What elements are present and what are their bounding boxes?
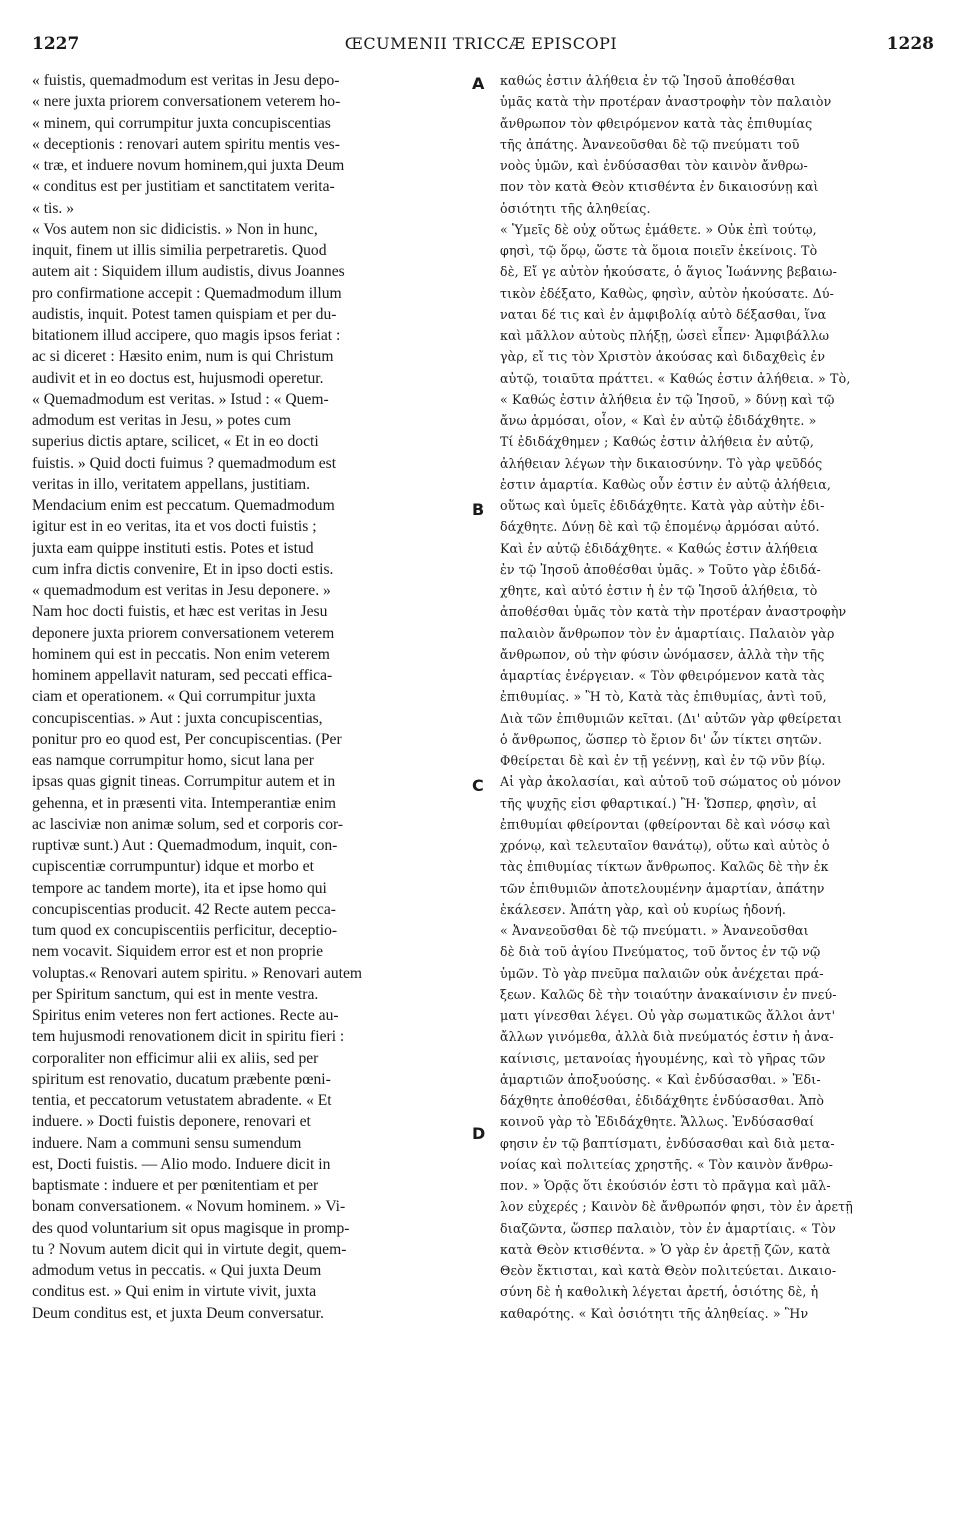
latin-text-line: admodum est veritas in Jesu, » potes cum	[32, 412, 291, 429]
greek-text-line: ἐκάλεσεν. Ἀπάτη γὰρ, καὶ οὐ κυρίως ἡδονή.	[500, 901, 787, 917]
latin-text-line: admodum vetus in peccatis. « Qui juxta Deum	[32, 1262, 322, 1279]
latin-text-line: ac si diceret : Hæsito enim, num is qui Christum	[32, 348, 334, 366]
latin-text-line: pro confirmatione accepit : Quemadmodum illum	[32, 284, 342, 302]
latin-text-line: voluptas.« Renovari autem spiritu. » Renovari autem	[32, 964, 362, 982]
greek-column	[500, 70, 935, 1324]
greek-text-line: τὰς ἐπιθυμίας τίκτων ἄνθρωπος. Καλῶς δὲ τὴν ἐκ	[500, 859, 829, 875]
latin-text-line: hominem qui est in peccatis. Non enim veterem	[32, 645, 330, 663]
latin-text-line: ac lasciviæ non animæ solum, sed et corporis cor-	[32, 815, 344, 833]
latin-text-line: « conditus est per justitiam et sanctitatem verita-	[32, 178, 335, 196]
latin-text-line: « quemadmodum est veritas in Jesu deponere. »	[32, 582, 331, 599]
latin-text-line: corporaliter non efficimur alii ex aliis, sed per	[32, 1049, 319, 1067]
greek-text-line: νοίας καὶ πολιτείας χρηστῆς. « Τὸν καινὸν ἄνθρω-	[500, 1156, 834, 1172]
latin-text-line: bitationem illud accipere, quo magis ipsos feriat :	[32, 327, 341, 344]
greek-text-line: τῆς ψυχῆς εἰσι φθαρτικαί.) Ἢ· Ὥσπερ, φησὶν, αἱ	[500, 795, 818, 811]
latin-text-line: concupiscentias. » Aut : juxta concupiscentias,	[32, 709, 323, 727]
latin-text-line: tem hujusmodi renovationem dicit in spiritu fieri :	[32, 1028, 345, 1046]
page-number-right: 1228	[886, 34, 934, 54]
running-title: ŒCUMENII TRICCÆ EPISCOPI	[344, 34, 618, 53]
greek-text-line: οὕτως καὶ ὑμεῖς ἐδιδάχθητε. Κατὰ γὰρ αὐτὴν ἐδι-	[500, 498, 825, 513]
latin-text-line: baptismate : induere et per pœnitentiam et per	[32, 1177, 319, 1194]
latin-text-line: « træ, et induere novum hominem,qui juxta Deum	[32, 157, 345, 174]
latin-text-line: gehenna, et in præsenti vita. Intemperantiæ enim	[32, 794, 336, 812]
latin-text-line: Nam hoc docti fuistis, et hæc est veritas in Jesu	[32, 603, 328, 621]
greek-text-line: ὁσιότητι τῆς ἀληθείας.	[500, 200, 651, 216]
latin-text-line: des quod voluntarium sit opus magisque in promp-	[32, 1219, 350, 1237]
greek-text-line: ἄλλων γινόμεθα, ἀλλὰ διὰ πνεύματός ἐστιν ἡ ἀνα-	[500, 1029, 834, 1045]
latin-text-line: concupiscentias producit. 42 Recte autem pecca-	[32, 900, 336, 918]
greek-text-line: ἐν τῷ Ἰησοῦ ἀποθέσθαι ὑμᾶς. » Τοῦτο γὰρ ἐδιδά-	[500, 561, 821, 577]
latin-text-line: « Vos autem non sic didicistis. » Non in hunc,	[32, 220, 318, 238]
greek-text-line: παλαιὸν ἄνθρωπον τὸν ἐν ἁμαρτίαις. Παλαιὸν γὰρ	[500, 625, 835, 641]
latin-text-line: ponitur pro eo quod est, Per concupiscentias. (Per	[32, 730, 342, 748]
section-marker-a: A	[472, 74, 485, 93]
greek-text-line: ξεων. Καλῶς δὲ τὴν τοιαύτην ἀνακαίνισιν ἐν πνεύ-	[500, 986, 837, 1002]
latin-text-line: « Quemadmodum est veritas. » Istud : « Quem-	[32, 390, 329, 408]
greek-text-line: Θεὸν ἔκτισται, καὶ κατὰ Θεὸν πολιτεύεται. Δικαιο-	[500, 1263, 837, 1278]
greek-text-line: τικὸν ἐδέξατο, Καθὼς, φησὶν, αὐτὸν ἠκούσατε. Δύ-	[500, 285, 835, 301]
latin-text-line: audivit et in eo doctus est, hujusmodi operetur.	[32, 369, 324, 387]
latin-text-line: veritas in illo, veritatem appellans, justitiam.	[32, 475, 311, 493]
greek-text-line: καίνισις, μετανοίας ἡγουμένης, καὶ τὸ γῆρας τῶν	[500, 1050, 826, 1066]
greek-text-line: καθώς ἐστιν ἀλήθεια ἐν τῷ Ἰησοῦ ἀποθέσθαι	[500, 73, 796, 88]
latin-text-line: induere. Nam a communi sensu sumendum	[32, 1134, 302, 1152]
greek-text-line: δάχθητε ἀποθέσθαι, ἐδιδάχθητε ἐνδύσασθαι. Ἀπὸ	[500, 1093, 825, 1108]
greek-text-line: νοὸς ὑμῶν, καὶ ἐνδύσασθαι τὸν καινὸν ἄνθρω-	[500, 158, 808, 173]
greek-text-line: τῶν ἐπιθυμιῶν ἀποτελουμένην ἁμαρτίαν, ἀπάτην	[500, 880, 825, 896]
greek-text-line: χθητε, καὶ αὐτό ἐστιν ἡ ἐν τῷ Ἰησοῦ ἀλήθεια, τὸ	[500, 583, 818, 598]
greek-text-line: δὲ, Εἴ γε αὐτὸν ἠκούσατε, ὁ ἅγιος Ἰωάννης βεβαιω-	[500, 264, 838, 280]
greek-text-line: φησιν ἐν τῷ βαπτίσματι, ἐνδύσασθαι καὶ διὰ μετα-	[500, 1135, 835, 1151]
greek-text-line: ναται δέ τις καὶ ἐν ἀμφιβολίᾳ αὐτὸ δέξασθαι, ἵνα	[500, 306, 827, 322]
greek-text-line: Διὰ τῶν ἐπιθυμιῶν κεῖται. (Δι' αὐτῶν γὰρ φθείρεται	[500, 710, 843, 726]
greek-text-line: Τί ἐδιδάχθημεν ; Καθώς ἐστιν ἀλήθεια ἐν αὐτῷ,	[500, 434, 814, 450]
latin-text-line: Mendacium enim est peccatum. Quemadmodum	[32, 497, 335, 514]
latin-text-line: est, Docti fuistis. — Alio modo. Induere dicit in	[32, 1155, 331, 1173]
latin-text-line: eas namque corrumpitur homo, sicut lana per	[32, 752, 314, 769]
latin-text-line: inquit, finem ut illis similia perpetraretis. Quod	[32, 242, 327, 259]
latin-text-line: autem ait : Siquidem illum audistis, divus Joannes	[32, 263, 345, 281]
greek-text-line: δάχθητε. Δύνῃ δὲ καὶ τῷ ἑπομένῳ ἁρμόσαι αὐτό.	[500, 519, 820, 535]
section-marker-d: D	[472, 1124, 486, 1143]
latin-text-line: « fuistis, quemadmodum est veritas in Jesu depo-	[32, 72, 340, 89]
latin-text-line: per Spiritum sanctum, qui est in mente vestra.	[32, 985, 319, 1003]
latin-text-line: hominem appellavit naturam, sed peccati effica-	[32, 667, 333, 684]
latin-text-line: cum infra dictis convenire, Et in ipso docti estis.	[32, 560, 334, 578]
latin-text-line: spiritum est renovatio, ducatum præbente pœni-	[32, 1070, 331, 1088]
greek-text-line: ὑμᾶς κατὰ τὴν προτέραν ἀναστροφὴν τὸν παλαιὸν	[500, 94, 832, 110]
latin-text-line: juxta eam quippe instituti estis. Potes et istud	[32, 539, 314, 557]
latin-text-line: « nere juxta priorem conversationem veterem ho-	[32, 93, 341, 111]
greek-text-line: ἁμαρτιῶν ἀποξυούσης. « Καὶ ἐνδύσασθαι. » Ἐδι-	[500, 1071, 821, 1087]
latin-column	[32, 70, 468, 1324]
greek-text-line: ἐπιθυμίαι φθείρονται (φθείρονται δὲ καὶ νόσῳ καὶ	[500, 816, 831, 832]
greek-text-line: ματι γίνεσθαι λέγει. Οὐ γὰρ σωματικῶς ἄλλοι ἀντ'	[500, 1008, 836, 1023]
latin-text-line: ciam et operationem. « Qui corrumpitur juxta	[32, 688, 316, 706]
greek-text-line: ὑμῶν. Τὸ γὰρ πνεῦμα παλαιῶν οὐκ ἀνέχεται πρά-	[500, 965, 824, 981]
section-marker-b: B	[472, 500, 485, 519]
latin-text-line: Deum conditus est, et juxta Deum conversatur.	[32, 1304, 324, 1322]
greek-text-line: καὶ μᾶλλον αὐτοὺς πλήξῃ, ὡσεὶ εἶπεν· Ἀμφιβάλλω	[500, 328, 830, 343]
latin-text-line: tempore ac tandem morte), ita et ipse homo qui	[32, 879, 327, 897]
latin-text-line: deponere juxta priorem conversationem veterem	[32, 624, 335, 642]
latin-text-line: igitur est in eo veritas, ita et vos docti fuistis ;	[32, 518, 317, 536]
greek-text-line: σύνη δὲ ἡ καθολικὴ λέγεται ἀρετή, ὁσιότης δὲ, ἡ	[500, 1284, 819, 1300]
greek-text-line: ἀλήθειαν λέγων τὴν δικαιοσύνην. Τὸ γὰρ ψεῦδός	[500, 455, 823, 471]
latin-text-line: tu ? Novum autem dicit qui in virtute degit, quem-	[32, 1240, 347, 1258]
greek-text-line: πον τὸν κατὰ Θεὸν κτισθέντα ἐν δικαιοσύνῃ καὶ	[500, 179, 819, 195]
greek-text-line: χρόνῳ, καὶ τελευταῖον θανάτῳ), οὕτω καὶ αὐτὸς ὁ	[500, 838, 830, 853]
greek-text-line: πον. » Ὁρᾷς ὅτι ἑκούσιόν ἐστι τὸ πρᾶγμα καὶ μᾶλ-	[500, 1178, 831, 1193]
greek-text-line: λον εὐχερές ; Καινὸν δὲ ἄνθρωπόν φησι, τὸν ἐν ἀρετῇ	[500, 1199, 853, 1215]
latin-text-line: « minem, qui corrumpitur juxta concupiscentias	[32, 114, 331, 132]
page-number-left: 1227	[32, 34, 80, 54]
greek-text-line: ἄνθρωπον τὸν φθειρόμενον κατὰ τὰς ἐπιθυμίας	[500, 115, 813, 131]
latin-text-line: tum quod ex concupiscentiis perficitur, deceptio-	[32, 922, 338, 939]
latin-text-line: audistis, inquit. Potest tamen quispiam et per du-	[32, 305, 337, 323]
latin-text-line: ruptivæ sunt.) Aut : Quemadmodum, inquit, con-	[32, 837, 338, 854]
greek-text-line: « Καθώς ἐστιν ἀλήθεια ἐν τῷ Ἰησοῦ, » δύνῃ καὶ τῷ	[500, 391, 835, 407]
latin-text-line: « tis. »	[32, 199, 75, 217]
greek-text-line: τῆς ἀπάτης. Ἀνανεοῦσθαι δὲ τῷ πνεύματι τοῦ	[500, 136, 800, 152]
greek-text-line: κατὰ Θεὸν κτισθέντα. » Ὁ γὰρ ἐν ἀρετῇ ζῶν, κατὰ	[500, 1241, 831, 1257]
latin-text-line: tentia, et peccatorum vetustatem abradente. « Et	[32, 1092, 332, 1109]
greek-text-line: « Ὑμεῖς δὲ οὐχ οὕτως ἐμάθετε. » Οὐκ ἐπὶ τούτῳ,	[500, 221, 817, 237]
greek-text-line: διαζῶντα, ὥσπερ παλαιὸν, τὸν ἐν ἁμαρτίαις. « Τὸν	[500, 1220, 836, 1236]
greek-text-line: ἀποθέσθαι ὑμᾶς τὸν κατὰ τὴν προτέραν ἀναστροφὴν	[500, 604, 847, 620]
latin-text-line: induere. » Docti fuistis deponere, renovari et	[32, 1113, 311, 1131]
section-marker-c: C	[472, 776, 484, 795]
greek-text-line: Φθείρεται δὲ καὶ ἐν τῇ γεέννῃ, καὶ ἐν τῷ νῦν βίῳ.	[500, 753, 826, 768]
latin-text-line: nem vocavit. Siquidem error est et non proprie	[32, 943, 324, 961]
greek-text-line: ἐστιν ἁμαρτία. Καθὼς οὖν ἐστιν ἐν αὐτῷ ἀλήθεια,	[500, 476, 832, 492]
latin-text-line: superius dictis aptare, scilicet, « Et in eo docti	[32, 433, 319, 451]
greek-text-line: ἄνθρωπον, οὐ τὴν φύσιν ὠνόμασεν, ἀλλὰ τὴν τῆς	[500, 646, 825, 662]
greek-text-line: ἁμαρτίας ἐνέργειαν. « Τὸν φθειρόμενον κατὰ τὰς	[500, 668, 825, 683]
latin-text-line: bonam conversationem. « Novum hominem. » Vi-	[32, 1198, 346, 1216]
greek-text-line: ἄνω ἁρμόσαι, οἷον, « Καὶ ἐν αὐτῷ ἐδιδάχθητε. »	[500, 413, 817, 428]
latin-text-line: cupiscentiæ corrumpuntur) idque et morbo et	[32, 858, 314, 876]
greek-text-line: δὲ διὰ τοῦ ἁγίου Πνεύματος, τοῦ ὄντος ἐν τῷ νῷ	[500, 944, 821, 960]
latin-text-line: ipsas quas gignit tineas. Corrumpitur autem et in	[32, 773, 336, 791]
greek-text-line: καθαρότης. « Καὶ ὁσιότητι τῆς ἀληθείας. » Ἣν	[500, 1305, 809, 1321]
greek-text-line: Αἱ γὰρ ἀκολασίαι, καὶ αὐτοῦ τοῦ σώματος οὐ μόνον	[500, 774, 842, 790]
greek-text-line: γὰρ, εἴ τις τὸν Χριστὸν ἀκούσας καὶ διδαχθεὶς ἐν	[500, 349, 826, 365]
page-header	[0, 0, 962, 60]
greek-text-line: ἐπιθυμίας. » Ἢ τὸ, Κατὰ τὰς ἐπιθυμίας, ἀντὶ τοῦ,	[500, 689, 827, 705]
latin-text-line: Spiritus enim veteres non fert actiones. Recte au-	[32, 1007, 339, 1024]
greek-text-line: αὐτῷ, τοιαῦτα πράττει. « Καθώς ἐστιν ἀλήθεια. » Τὸ,	[500, 370, 851, 386]
greek-text-line: κοινοῦ γὰρ τὸ Ἐδιδάχθητε. Ἄλλως. Ἐνδύσασθαί	[500, 1114, 815, 1130]
greek-text-line: ὁ ἄνθρωπος, ὥσπερ τὸ ἔριον δι' ὧν τίκτει σητῶν.	[500, 731, 823, 747]
greek-text-line: « Ἀνανεοῦσθαι δὲ τῷ πνεύματι. » Ἀνανεοῦσθαι	[500, 923, 809, 938]
greek-text-line: φησὶ, τῷ ὅρῳ, ὥστε τὰ ὅμοια ποιεῖν ἐκείνοις. Τὸ	[500, 243, 818, 258]
latin-text-line: conditus est. » Qui enim in virtute vivit, juxta	[32, 1283, 317, 1301]
latin-text-line: « deceptionis : renovari autem spiritu mentis ves-	[32, 135, 340, 153]
latin-text-line: fuistis. » Quid docti fuimus ? quemadmodum est	[32, 454, 337, 472]
greek-text-line: Καὶ ἐν αὐτῷ ἐδιδάχθητε. « Καθώς ἐστιν ἀλήθεια	[500, 540, 819, 556]
